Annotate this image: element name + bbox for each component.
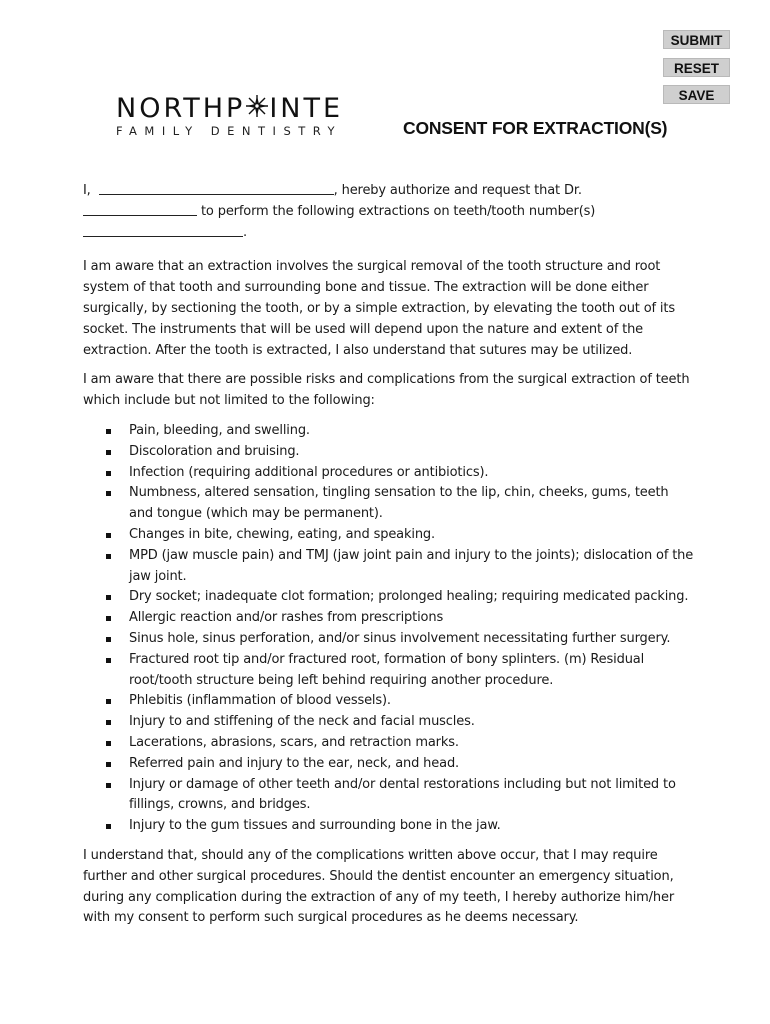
logo-tagline: FAMILY DENTISTRY: [116, 124, 343, 138]
logo-name-part2: INTE: [269, 93, 344, 124]
practice-logo: [116, 94, 378, 138]
bullet-icon: [106, 554, 111, 559]
risk-list-item: [129, 629, 695, 650]
bullet-icon: [106, 637, 111, 642]
risk-text: Pain, bleeding, and swelling.: [129, 422, 310, 438]
authorization-line-1: [83, 181, 695, 202]
risk-list-item: [129, 608, 695, 629]
risk-text: Injury to and stiffening of the neck and facial muscles.: [129, 714, 475, 730]
bullet-icon: [106, 595, 111, 600]
risk-list-item: [129, 442, 695, 463]
bullet-icon: [106, 616, 111, 621]
risk-text: Phlebitis (inflammation of blood vessels).: [129, 693, 391, 709]
risk-list-item: [129, 546, 695, 588]
risk-text: Allergic reaction and/or rashes from prescriptions: [129, 610, 444, 626]
risk-text: Injury to the gum tissues and surrounding bone in the jaw.: [129, 818, 501, 834]
risk-text: Numbness, altered sensation, tingling sensation to the lip, chin, cheeks, gums, teeth and tongue (which may be permanent).: [129, 485, 669, 522]
risk-text: MPD (jaw muscle pain) and TMJ (jaw joint pain and injury to the joints); dislocation of the jaw joint.: [129, 547, 694, 584]
risk-list-item: [129, 691, 695, 712]
risk-text: Referred pain and injury to the ear, neck, and head.: [129, 755, 460, 771]
risk-list-item: [129, 754, 695, 775]
bullet-icon: [106, 658, 111, 663]
risk-list-item: [129, 463, 695, 484]
risk-list-item: [129, 775, 695, 817]
save-button[interactable]: SAVE: [663, 85, 730, 104]
closing-paragraph: I understand that, should any of the complications written above occur, that I may require further and other surgical procedures. Should the dentist encounter an emergency situation, during any complication during the extraction of any of my teeth, I hereby authorize him/her with my consent to perform such surgical procedures as he deems necessary.: [83, 847, 675, 926]
authorization-text-3: .: [243, 224, 247, 240]
bullet-icon: [106, 450, 111, 455]
risk-list-item: [129, 733, 695, 754]
risk-text: Lacerations, abrasions, scars, and retraction marks.: [129, 734, 459, 750]
risk-list-item: [129, 650, 695, 692]
risk-list-item: [129, 483, 695, 525]
authorization-line-2: [83, 202, 695, 223]
bullet-icon: [106, 762, 111, 767]
bullet-icon: [106, 491, 111, 496]
awareness-paragraph: I am aware that an extraction involves the surgical removal of the tooth structure and root system of that tooth and surrounding bone and tissue. The extraction will be done either surgically, by sectioning the tooth, or by a simple extraction, by elevating the tooth out of its socket. The instruments that will be used will depend upon the nature and extent of the extraction. After the tooth is extracted, I also understand that sutures may be utilized.: [83, 259, 675, 358]
risk-text: Injury or damage of other teeth and/or dental restorations including but not limited to fillings, crowns, and bridges.: [129, 776, 676, 813]
logo-wordmark: [116, 94, 378, 122]
authorization-line-3: [83, 223, 695, 244]
bullet-icon: [106, 699, 111, 704]
risk-list: [83, 421, 695, 837]
bullet-icon: [106, 824, 111, 829]
logo-name-part1: NORTHP: [116, 93, 246, 124]
risk-list-item: [129, 816, 695, 837]
risk-text: Discoloration and bruising.: [129, 443, 300, 459]
risk-text: Fractured root tip and/or fractured root, formation of bony splinters. (m) Residual root/tooth structure being left behind requiring another procedure.: [129, 651, 645, 688]
risk-text: Changes in bite, chewing, eating, and speaking.: [129, 526, 435, 542]
risk-text: Infection (requiring additional procedures or antibiotics).: [129, 464, 489, 480]
reset-button[interactable]: RESET: [663, 58, 730, 77]
bullet-icon: [106, 741, 111, 746]
risk-list-item: [129, 587, 695, 608]
bullet-icon: [106, 533, 111, 538]
risks-intro-paragraph: I am aware that there are possible risks and complications from the surgical extraction of teeth which include but not limited to the following:: [83, 372, 690, 409]
bullet-icon: [106, 783, 111, 788]
risk-text: Dry socket; inadequate clot formation; prolonged healing; requiring medicated packing.: [129, 589, 689, 605]
risk-list-item: [129, 525, 695, 546]
page-title: CONSENT FOR EXTRACTION(S): [403, 118, 668, 138]
authorization-text-1: , hereby authorize and request that Dr.: [333, 183, 582, 198]
bullet-icon: [106, 471, 111, 476]
submit-button[interactable]: SUBMIT: [663, 30, 730, 49]
authorization-text-2: to perform the following extractions on teeth/tooth number(s): [197, 203, 596, 219]
bullet-icon: [106, 429, 111, 434]
risk-text: Sinus hole, sinus perforation, and/or sinus involvement necessitating further surgery.: [129, 630, 671, 646]
consent-document: [83, 181, 695, 929]
doctor-name-field[interactable]: [83, 202, 197, 216]
compass-star-icon: [245, 94, 269, 118]
patient-name-field[interactable]: [99, 181, 334, 195]
tooth-numbers-field[interactable]: [83, 223, 243, 237]
bullet-icon: [106, 720, 111, 725]
risk-list-item: [129, 421, 695, 442]
authorization-prefix: I,: [83, 183, 91, 198]
risk-list-item: [129, 712, 695, 733]
